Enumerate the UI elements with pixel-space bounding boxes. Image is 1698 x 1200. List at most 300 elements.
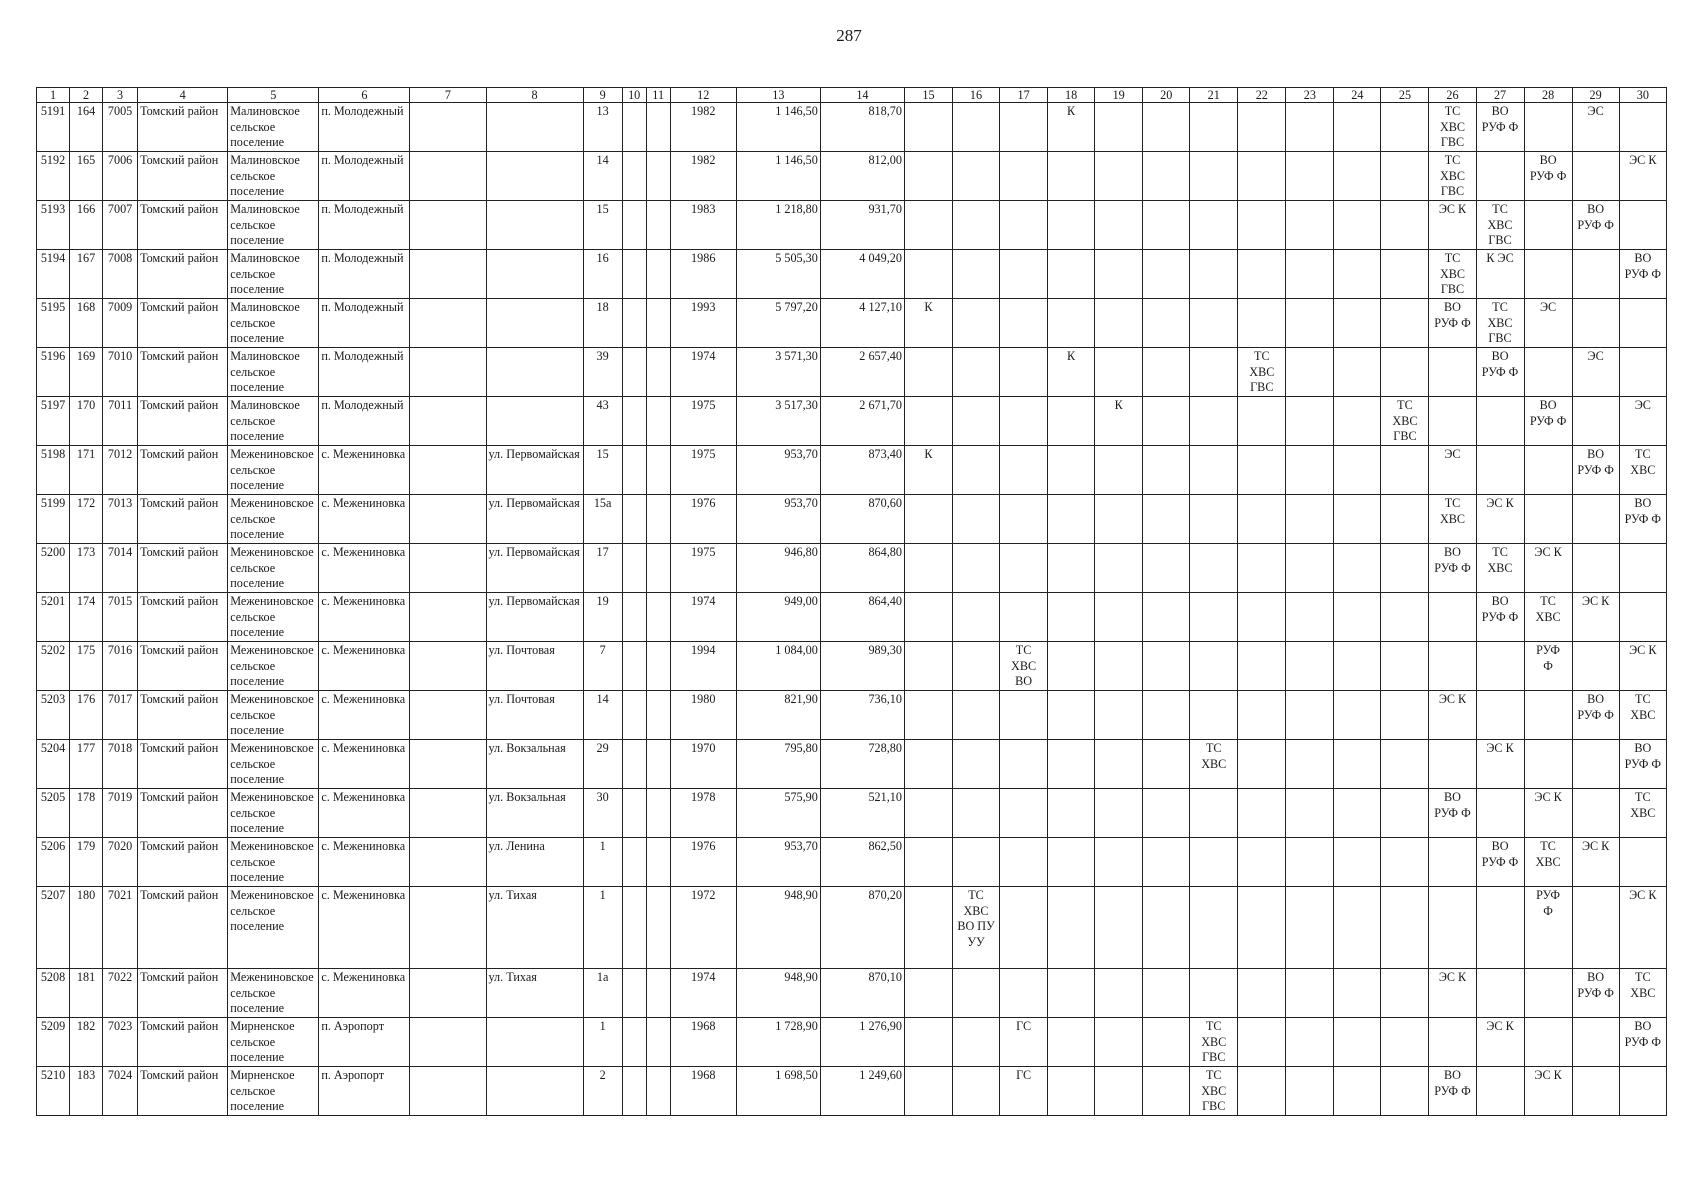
cell-col-12: 1982 (670, 152, 736, 201)
cell-col-22 (1238, 446, 1286, 495)
cell-col-12: 1994 (670, 642, 736, 691)
cell-col-6: п. Молодежный (319, 152, 410, 201)
cell-col-24 (1334, 740, 1381, 789)
column-header-30: 30 (1619, 88, 1666, 103)
cell-col-19 (1095, 152, 1143, 201)
cell-col-3: 7020 (103, 838, 138, 887)
cell-col-4: Томский район (138, 642, 228, 691)
cell-col-11 (646, 495, 670, 544)
cell-col-19 (1095, 250, 1143, 299)
cell-col-14: 864,40 (820, 593, 904, 642)
cell-col-1: 5204 (37, 740, 70, 789)
cell-col-14: 862,50 (820, 838, 904, 887)
cell-col-27 (1476, 446, 1524, 495)
cell-col-25: ТС ХВС ГВС (1381, 397, 1429, 446)
cell-col-29 (1572, 299, 1619, 348)
cell-col-6: п. Молодежный (319, 103, 410, 152)
cell-col-22 (1238, 1067, 1286, 1116)
cell-col-18 (1048, 152, 1095, 201)
cell-col-13: 1 084,00 (736, 642, 820, 691)
cell-col-26 (1429, 348, 1476, 397)
cell-col-15 (904, 740, 952, 789)
cell-col-8 (486, 152, 583, 201)
column-header-29: 29 (1572, 88, 1619, 103)
cell-col-1: 5193 (37, 201, 70, 250)
cell-col-10 (622, 152, 646, 201)
cell-col-14: 2 657,40 (820, 348, 904, 397)
cell-col-6: с. Межениновка (319, 544, 410, 593)
cell-col-5: Межениновское сельское поселение (228, 838, 319, 887)
cell-col-2: 172 (70, 495, 103, 544)
cell-col-2: 174 (70, 593, 103, 642)
column-header-17: 17 (1000, 88, 1048, 103)
cell-col-18 (1048, 201, 1095, 250)
cell-col-18 (1048, 250, 1095, 299)
cell-col-8 (486, 201, 583, 250)
cell-col-7 (410, 838, 486, 887)
cell-col-9: 43 (583, 397, 622, 446)
cell-col-9: 29 (583, 740, 622, 789)
cell-col-5: Межениновское сельское поселение (228, 887, 319, 969)
cell-col-24 (1334, 691, 1381, 740)
cell-col-25 (1381, 1018, 1429, 1067)
cell-col-23 (1286, 969, 1334, 1018)
cell-col-9: 1а (583, 969, 622, 1018)
cell-col-12: 1968 (670, 1067, 736, 1116)
cell-col-20 (1143, 789, 1190, 838)
cell-col-28: РУФ Ф (1524, 642, 1572, 691)
cell-col-29: ЭС К (1572, 593, 1619, 642)
cell-col-24 (1334, 593, 1381, 642)
column-header-9: 9 (583, 88, 622, 103)
cell-col-10 (622, 642, 646, 691)
cell-col-14: 931,70 (820, 201, 904, 250)
cell-col-7 (410, 348, 486, 397)
cell-col-23 (1286, 593, 1334, 642)
cell-col-2: 177 (70, 740, 103, 789)
cell-col-21 (1190, 544, 1238, 593)
cell-col-2: 166 (70, 201, 103, 250)
cell-col-6: с. Межениновка (319, 642, 410, 691)
cell-col-6: с. Межениновка (319, 446, 410, 495)
cell-col-15 (904, 397, 952, 446)
cell-col-24 (1334, 446, 1381, 495)
cell-col-3: 7019 (103, 789, 138, 838)
cell-col-28: ВО РУФ Ф (1524, 397, 1572, 446)
cell-col-21 (1190, 348, 1238, 397)
cell-col-29 (1572, 789, 1619, 838)
cell-col-20 (1143, 397, 1190, 446)
cell-col-24 (1334, 495, 1381, 544)
cell-col-10 (622, 1018, 646, 1067)
cell-col-21 (1190, 887, 1238, 969)
cell-col-29 (1572, 544, 1619, 593)
cell-col-11 (646, 152, 670, 201)
cell-col-8 (486, 299, 583, 348)
cell-col-27: ЭС К (1476, 1018, 1524, 1067)
cell-col-5: Малиновское сельское поселение (228, 103, 319, 152)
cell-col-27 (1476, 1067, 1524, 1116)
cell-col-2: 183 (70, 1067, 103, 1116)
cell-col-28 (1524, 250, 1572, 299)
cell-col-24 (1334, 544, 1381, 593)
cell-col-5: Малиновское сельское поселение (228, 348, 319, 397)
cell-col-8 (486, 1067, 583, 1116)
cell-col-19 (1095, 103, 1143, 152)
cell-col-28 (1524, 969, 1572, 1018)
cell-col-4: Томский район (138, 887, 228, 969)
cell-col-26: ТС ХВС ГВС (1429, 103, 1476, 152)
cell-col-9: 15 (583, 201, 622, 250)
cell-col-3: 7015 (103, 593, 138, 642)
cell-col-30: ВО РУФ Ф (1619, 250, 1666, 299)
cell-col-12: 1993 (670, 299, 736, 348)
cell-col-26: ТС ХВС (1429, 495, 1476, 544)
cell-col-10 (622, 201, 646, 250)
cell-col-25 (1381, 201, 1429, 250)
cell-col-2: 168 (70, 299, 103, 348)
table-row (37, 1018, 1667, 1067)
cell-col-20 (1143, 1018, 1190, 1067)
cell-col-16 (953, 1067, 1000, 1116)
cell-col-2: 182 (70, 1018, 103, 1067)
cell-col-18 (1048, 1067, 1095, 1116)
cell-col-4: Томский район (138, 446, 228, 495)
cell-col-5: Малиновское сельское поселение (228, 250, 319, 299)
cell-col-21 (1190, 593, 1238, 642)
cell-col-6: п. Аэропорт (319, 1018, 410, 1067)
cell-col-27: ЭС К (1476, 495, 1524, 544)
cell-col-24 (1334, 299, 1381, 348)
cell-col-5: Мирненское сельское поселение (228, 1067, 319, 1116)
cell-col-15 (904, 593, 952, 642)
cell-col-28: РУФ Ф (1524, 887, 1572, 969)
cell-col-7 (410, 789, 486, 838)
cell-col-7 (410, 250, 486, 299)
column-header-26: 26 (1429, 88, 1476, 103)
column-header-13: 13 (736, 88, 820, 103)
column-header-1: 1 (37, 88, 70, 103)
cell-col-23 (1286, 495, 1334, 544)
cell-col-1: 5198 (37, 446, 70, 495)
column-header-14: 14 (820, 88, 904, 103)
cell-col-20 (1143, 201, 1190, 250)
cell-col-4: Томский район (138, 1067, 228, 1116)
cell-col-3: 7013 (103, 495, 138, 544)
cell-col-20 (1143, 103, 1190, 152)
column-header-11: 11 (646, 88, 670, 103)
cell-col-20 (1143, 838, 1190, 887)
cell-col-18 (1048, 446, 1095, 495)
cell-col-30 (1619, 838, 1666, 887)
cell-col-6: с. Межениновка (319, 495, 410, 544)
cell-col-4: Томский район (138, 250, 228, 299)
cell-col-23 (1286, 152, 1334, 201)
cell-col-13: 948,90 (736, 887, 820, 969)
cell-col-22 (1238, 789, 1286, 838)
table-row (37, 691, 1667, 740)
cell-col-2: 176 (70, 691, 103, 740)
cell-col-5: Малиновское сельское поселение (228, 299, 319, 348)
cell-col-13: 949,00 (736, 593, 820, 642)
cell-col-19 (1095, 544, 1143, 593)
cell-col-27 (1476, 152, 1524, 201)
cell-col-19 (1095, 691, 1143, 740)
cell-col-8: ул. Тихая (486, 969, 583, 1018)
cell-col-16 (953, 691, 1000, 740)
cell-col-30: ТС ХВС (1619, 446, 1666, 495)
cell-col-13: 1 698,50 (736, 1067, 820, 1116)
column-header-4: 4 (138, 88, 228, 103)
cell-col-3: 7008 (103, 250, 138, 299)
cell-col-17 (1000, 201, 1048, 250)
cell-col-4: Томский район (138, 969, 228, 1018)
table-row (37, 152, 1667, 201)
cell-col-21 (1190, 691, 1238, 740)
cell-col-20 (1143, 740, 1190, 789)
table-row (37, 495, 1667, 544)
cell-col-22 (1238, 250, 1286, 299)
cell-col-12: 1974 (670, 593, 736, 642)
cell-col-20 (1143, 446, 1190, 495)
cell-col-29 (1572, 152, 1619, 201)
cell-col-19 (1095, 1067, 1143, 1116)
cell-col-28: ЭС К (1524, 789, 1572, 838)
cell-col-22 (1238, 691, 1286, 740)
cell-col-7 (410, 1018, 486, 1067)
cell-col-8 (486, 250, 583, 299)
cell-col-18 (1048, 1018, 1095, 1067)
cell-col-1: 5200 (37, 544, 70, 593)
cell-col-20 (1143, 642, 1190, 691)
column-header-5: 5 (228, 88, 319, 103)
cell-col-18 (1048, 544, 1095, 593)
cell-col-16 (953, 642, 1000, 691)
cell-col-22 (1238, 969, 1286, 1018)
cell-col-30 (1619, 1067, 1666, 1116)
table-row (37, 887, 1667, 969)
cell-col-3: 7014 (103, 544, 138, 593)
cell-col-27: ТС ХВС ГВС (1476, 201, 1524, 250)
cell-col-26 (1429, 1018, 1476, 1067)
cell-col-12: 1978 (670, 789, 736, 838)
cell-col-16 (953, 789, 1000, 838)
cell-col-26: ВО РУФ Ф (1429, 1067, 1476, 1116)
cell-col-1: 5195 (37, 299, 70, 348)
cell-col-22 (1238, 152, 1286, 201)
cell-col-19 (1095, 593, 1143, 642)
cell-col-15 (904, 103, 952, 152)
cell-col-7 (410, 691, 486, 740)
cell-col-26: ТС ХВС ГВС (1429, 250, 1476, 299)
cell-col-8: ул. Ленина (486, 838, 583, 887)
cell-col-16 (953, 299, 1000, 348)
cell-col-27: ВО РУФ Ф (1476, 348, 1524, 397)
column-header-10: 10 (622, 88, 646, 103)
cell-col-19 (1095, 495, 1143, 544)
cell-col-19 (1095, 1018, 1143, 1067)
cell-col-2: 173 (70, 544, 103, 593)
column-header-2: 2 (70, 88, 103, 103)
cell-col-15 (904, 838, 952, 887)
cell-col-3: 7006 (103, 152, 138, 201)
cell-col-18 (1048, 969, 1095, 1018)
column-header-3: 3 (103, 88, 138, 103)
cell-col-15 (904, 250, 952, 299)
cell-col-14: 812,00 (820, 152, 904, 201)
cell-col-30: ТС ХВС (1619, 691, 1666, 740)
cell-col-29: ВО РУФ Ф (1572, 969, 1619, 1018)
cell-col-20 (1143, 250, 1190, 299)
cell-col-8: ул. Почтовая (486, 691, 583, 740)
cell-col-10 (622, 544, 646, 593)
cell-col-17 (1000, 495, 1048, 544)
cell-col-28: ЭС К (1524, 544, 1572, 593)
cell-col-5: Межениновское сельское поселение (228, 446, 319, 495)
cell-col-21 (1190, 201, 1238, 250)
cell-col-30 (1619, 544, 1666, 593)
cell-col-28: ТС ХВС (1524, 838, 1572, 887)
cell-col-28 (1524, 495, 1572, 544)
cell-col-14: 1 249,60 (820, 1067, 904, 1116)
cell-col-6: с. Межениновка (319, 838, 410, 887)
cell-col-13: 1 728,90 (736, 1018, 820, 1067)
cell-col-23 (1286, 789, 1334, 838)
cell-col-27 (1476, 969, 1524, 1018)
cell-col-14: 870,10 (820, 969, 904, 1018)
cell-col-11 (646, 789, 670, 838)
cell-col-5: Межениновское сельское поселение (228, 593, 319, 642)
cell-col-25 (1381, 446, 1429, 495)
cell-col-15 (904, 495, 952, 544)
cell-col-17 (1000, 152, 1048, 201)
cell-col-16 (953, 152, 1000, 201)
cell-col-7 (410, 446, 486, 495)
cell-col-7 (410, 642, 486, 691)
cell-col-12: 1975 (670, 446, 736, 495)
cell-col-2: 181 (70, 969, 103, 1018)
column-header-21: 21 (1190, 88, 1238, 103)
cell-col-25 (1381, 495, 1429, 544)
cell-col-12: 1975 (670, 397, 736, 446)
cell-col-10 (622, 887, 646, 969)
cell-col-26: ЭС (1429, 446, 1476, 495)
cell-col-7 (410, 887, 486, 969)
cell-col-22 (1238, 299, 1286, 348)
cell-col-3: 7022 (103, 969, 138, 1018)
cell-col-9: 17 (583, 544, 622, 593)
column-header-18: 18 (1048, 88, 1095, 103)
cell-col-12: 1974 (670, 348, 736, 397)
cell-col-12: 1983 (670, 201, 736, 250)
table-row (37, 250, 1667, 299)
cell-col-1: 5207 (37, 887, 70, 969)
cell-col-18 (1048, 740, 1095, 789)
cell-col-10 (622, 103, 646, 152)
cell-col-30 (1619, 299, 1666, 348)
cell-col-25 (1381, 299, 1429, 348)
cell-col-20 (1143, 887, 1190, 969)
cell-col-17 (1000, 103, 1048, 152)
cell-col-20 (1143, 593, 1190, 642)
cell-col-27 (1476, 642, 1524, 691)
cell-col-7 (410, 740, 486, 789)
table-row (37, 642, 1667, 691)
cell-col-25 (1381, 103, 1429, 152)
column-header-25: 25 (1381, 88, 1429, 103)
cell-col-6: с. Межениновка (319, 691, 410, 740)
cell-col-22 (1238, 593, 1286, 642)
cell-col-20 (1143, 544, 1190, 593)
cell-col-25 (1381, 887, 1429, 969)
cell-col-24 (1334, 348, 1381, 397)
cell-col-20 (1143, 299, 1190, 348)
cell-col-27: К ЭС (1476, 250, 1524, 299)
cell-col-24 (1334, 887, 1381, 969)
cell-col-13: 1 146,50 (736, 152, 820, 201)
cell-col-28 (1524, 740, 1572, 789)
cell-col-24 (1334, 789, 1381, 838)
cell-col-10 (622, 838, 646, 887)
cell-col-14: 4 049,20 (820, 250, 904, 299)
cell-col-9: 1 (583, 838, 622, 887)
cell-col-14: 864,80 (820, 544, 904, 593)
cell-col-29: ВО РУФ Ф (1572, 446, 1619, 495)
cell-col-27 (1476, 887, 1524, 969)
cell-col-29 (1572, 642, 1619, 691)
cell-col-22 (1238, 495, 1286, 544)
cell-col-18 (1048, 838, 1095, 887)
cell-col-23 (1286, 544, 1334, 593)
cell-col-8 (486, 103, 583, 152)
cell-col-19: К (1095, 397, 1143, 446)
cell-col-17 (1000, 397, 1048, 446)
cell-col-21 (1190, 789, 1238, 838)
cell-col-3: 7012 (103, 446, 138, 495)
cell-col-16 (953, 838, 1000, 887)
cell-col-17 (1000, 789, 1048, 838)
cell-col-27: ВО РУФ Ф (1476, 593, 1524, 642)
cell-col-1: 5197 (37, 397, 70, 446)
cell-col-24 (1334, 397, 1381, 446)
cell-col-15 (904, 1018, 952, 1067)
cell-col-10 (622, 397, 646, 446)
cell-col-26 (1429, 642, 1476, 691)
table-row (37, 446, 1667, 495)
column-header-7: 7 (410, 88, 486, 103)
cell-col-22 (1238, 397, 1286, 446)
cell-col-30 (1619, 201, 1666, 250)
cell-col-7 (410, 103, 486, 152)
cell-col-3: 7024 (103, 1067, 138, 1116)
cell-col-10 (622, 446, 646, 495)
column-header-16: 16 (953, 88, 1000, 103)
cell-col-9: 19 (583, 593, 622, 642)
cell-col-28: ЭС К (1524, 1067, 1572, 1116)
cell-col-28 (1524, 348, 1572, 397)
cell-col-17 (1000, 969, 1048, 1018)
cell-col-21 (1190, 299, 1238, 348)
cell-col-15 (904, 152, 952, 201)
cell-col-26: ВО РУФ Ф (1429, 789, 1476, 838)
cell-col-27 (1476, 691, 1524, 740)
cell-col-24 (1334, 969, 1381, 1018)
cell-col-11 (646, 887, 670, 969)
cell-col-25 (1381, 740, 1429, 789)
cell-col-26 (1429, 838, 1476, 887)
cell-col-28 (1524, 691, 1572, 740)
cell-col-11 (646, 544, 670, 593)
